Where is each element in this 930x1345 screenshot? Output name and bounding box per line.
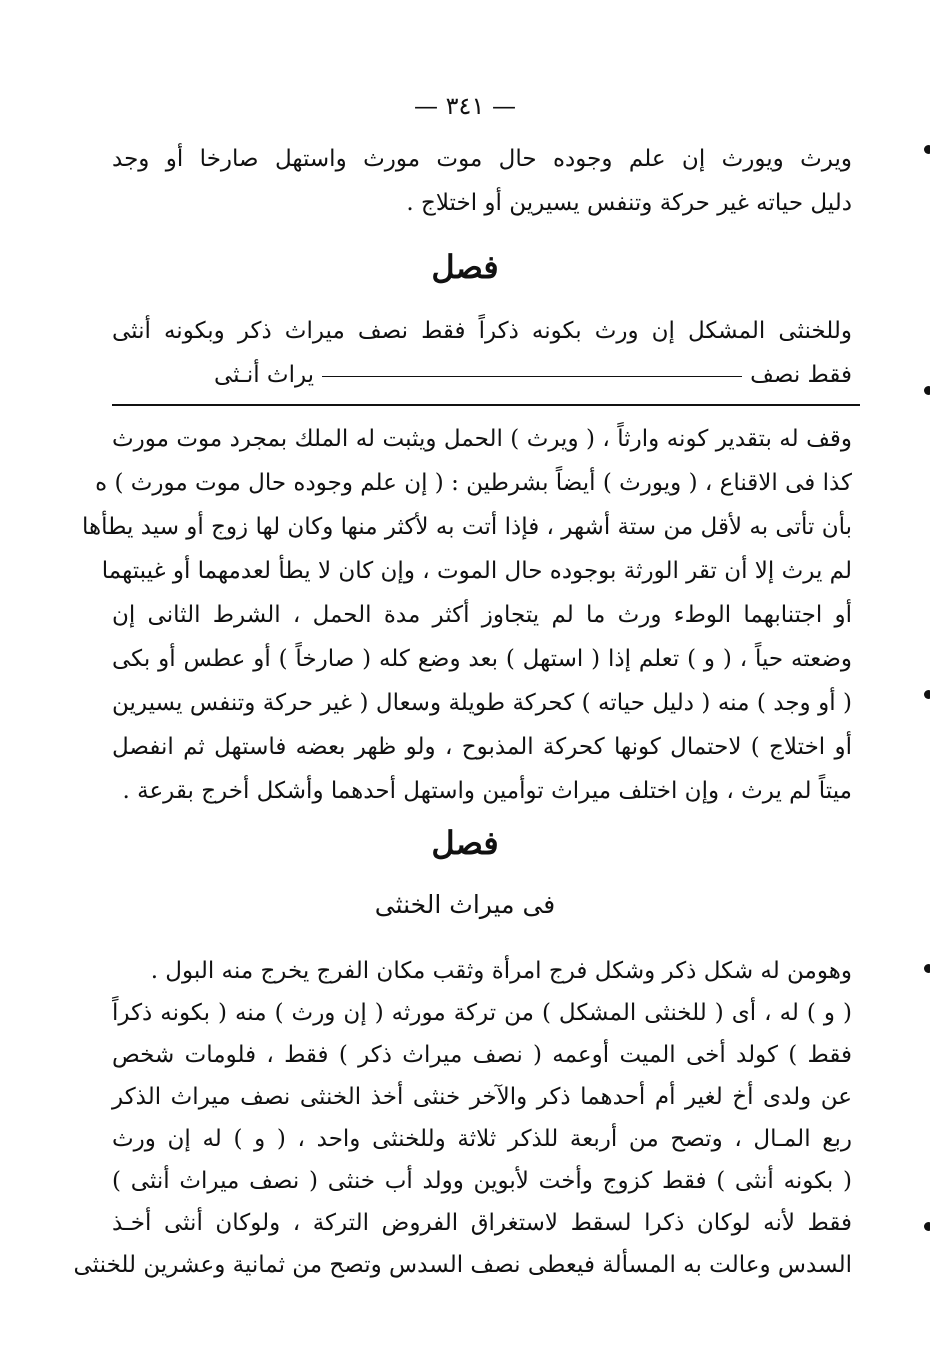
section2-line: عن ولدى أخ لغير أم أحدهما ذكر والآخر خنثى أخذ الخنثى نصف ميراث الذكر <box>112 1084 852 1110</box>
commentary-line: بأن تأتى به لأقل من ستة أشهر ، فإذا أتت به لأكثر منها وكان لها زوج أو سيد يطأها <box>81 514 852 540</box>
section-heading: فصل <box>431 824 499 862</box>
commentary-line: لم يرث إلا أن تقر الورثة بوجوده حال الموت ، وإن كان لا يطأ لعدمهما أو غيبتهما <box>101 558 852 584</box>
margin-mark <box>924 145 930 154</box>
commentary-line: كذا فى الاقناع ، ( ويورث ) أيضاً بشرطين : ( إن علم وجوده حال موت مورث ) ه <box>95 470 852 496</box>
footnote-divider <box>112 404 860 406</box>
section2-line: ( و ) له ، أى ( للخنثى المشكل ) من تركة مورثه ( إن ورث ) منه ( بكونه ذكراً <box>112 1000 852 1026</box>
top-text-line: ويرث ويورث إن علم وجوده حال موت مورث واستهل صارخا أو وجد <box>112 146 852 172</box>
section2-line: السدس وعالت به المسألة فيعطى نصف السدس وتصح من ثمانية وعشرين للخنثى <box>73 1252 852 1278</box>
section1-line: وللخنثى المشكل إن ورث بكونه ذكراً فقط نصف ميراث ذكر وبكونه أنثى <box>112 318 852 344</box>
section2-line: ربع المـال ، وتصح من أربعة للذكر ثلاثة وللخنثى واحد ، ( و ) له إن ورث <box>112 1126 852 1152</box>
section-subheading: فى ميراث الخنثى <box>374 890 556 919</box>
top-text-line: دليل حياته غير حركة وتنفس يسيرين أو اختلاج . <box>406 190 852 216</box>
truncation-rule <box>322 376 742 377</box>
margin-mark <box>924 1222 930 1231</box>
section2-line: فقط لأنه لوكان ذكرا لسقط لاستغراق الفروض التركة ، ولوكان أنثى أخـذ <box>112 1210 852 1236</box>
section1-text-block <box>112 310 852 400</box>
commentary-line: أو اجتنابهما الوطء ورث ما لم يتجاوز أكثر مدة الحمل ، الشرط الثانى إن <box>112 602 852 628</box>
commentary-line: ( أو وجد ) منه ( دليل حياته ) كحركة طويلة وسعال ( غير حركة وتنفس يسيرين <box>112 690 852 716</box>
page-number: — ٣٤١ — <box>414 92 516 120</box>
section2-text-block <box>73 950 852 1290</box>
top-text-block <box>112 138 852 228</box>
margin-mark <box>924 690 930 699</box>
section1-line2-start: فقط نصف <box>750 362 852 388</box>
section-heading: فصل <box>431 248 499 286</box>
margin-mark <box>924 964 930 973</box>
section2-line: فقط ) كولد أخى الميت أوعمه ( نصف ميراث ذكر ) فقط ، فلومات شخص <box>112 1042 852 1068</box>
section2-line: وهومن له شكل ذكر وشكل فرج امرأة وثقب مكان الفرج يخرج منه البول . <box>150 958 852 984</box>
margin-mark <box>924 386 930 395</box>
commentary-block <box>81 418 852 804</box>
commentary-line: ميتاً لم يرث ، وإن اختلف ميراث توأمين واستهل أحدهما وأشكل أخرج بقرعة . <box>122 778 852 804</box>
section2-line: ( بكونه أنثى ) فقط كزوج وأخت لأبوين وولد أب خنثى ( نصف ميراث أنثى ) <box>112 1168 852 1194</box>
section1-line-truncated <box>112 354 852 396</box>
commentary-line: وقف له بتقدير كونه وارثاً ، ( ويرث ) الحمل ويثبت له الملك بمجرد موت مورث <box>112 426 852 452</box>
section1-line2-end: يراث أنـثى <box>213 362 315 388</box>
commentary-line: وضعته حياً ، ( و ) تعلم إذا ( استهل ) بعد وضع كله ( صارخاً ) أو عطس أو بكى <box>112 646 852 672</box>
commentary-line: أو اختلاج ) لاحتمال كونها كحركة المذبوح ، ولو ظهر بعضه فاستهل ثم انفصل <box>112 734 852 760</box>
